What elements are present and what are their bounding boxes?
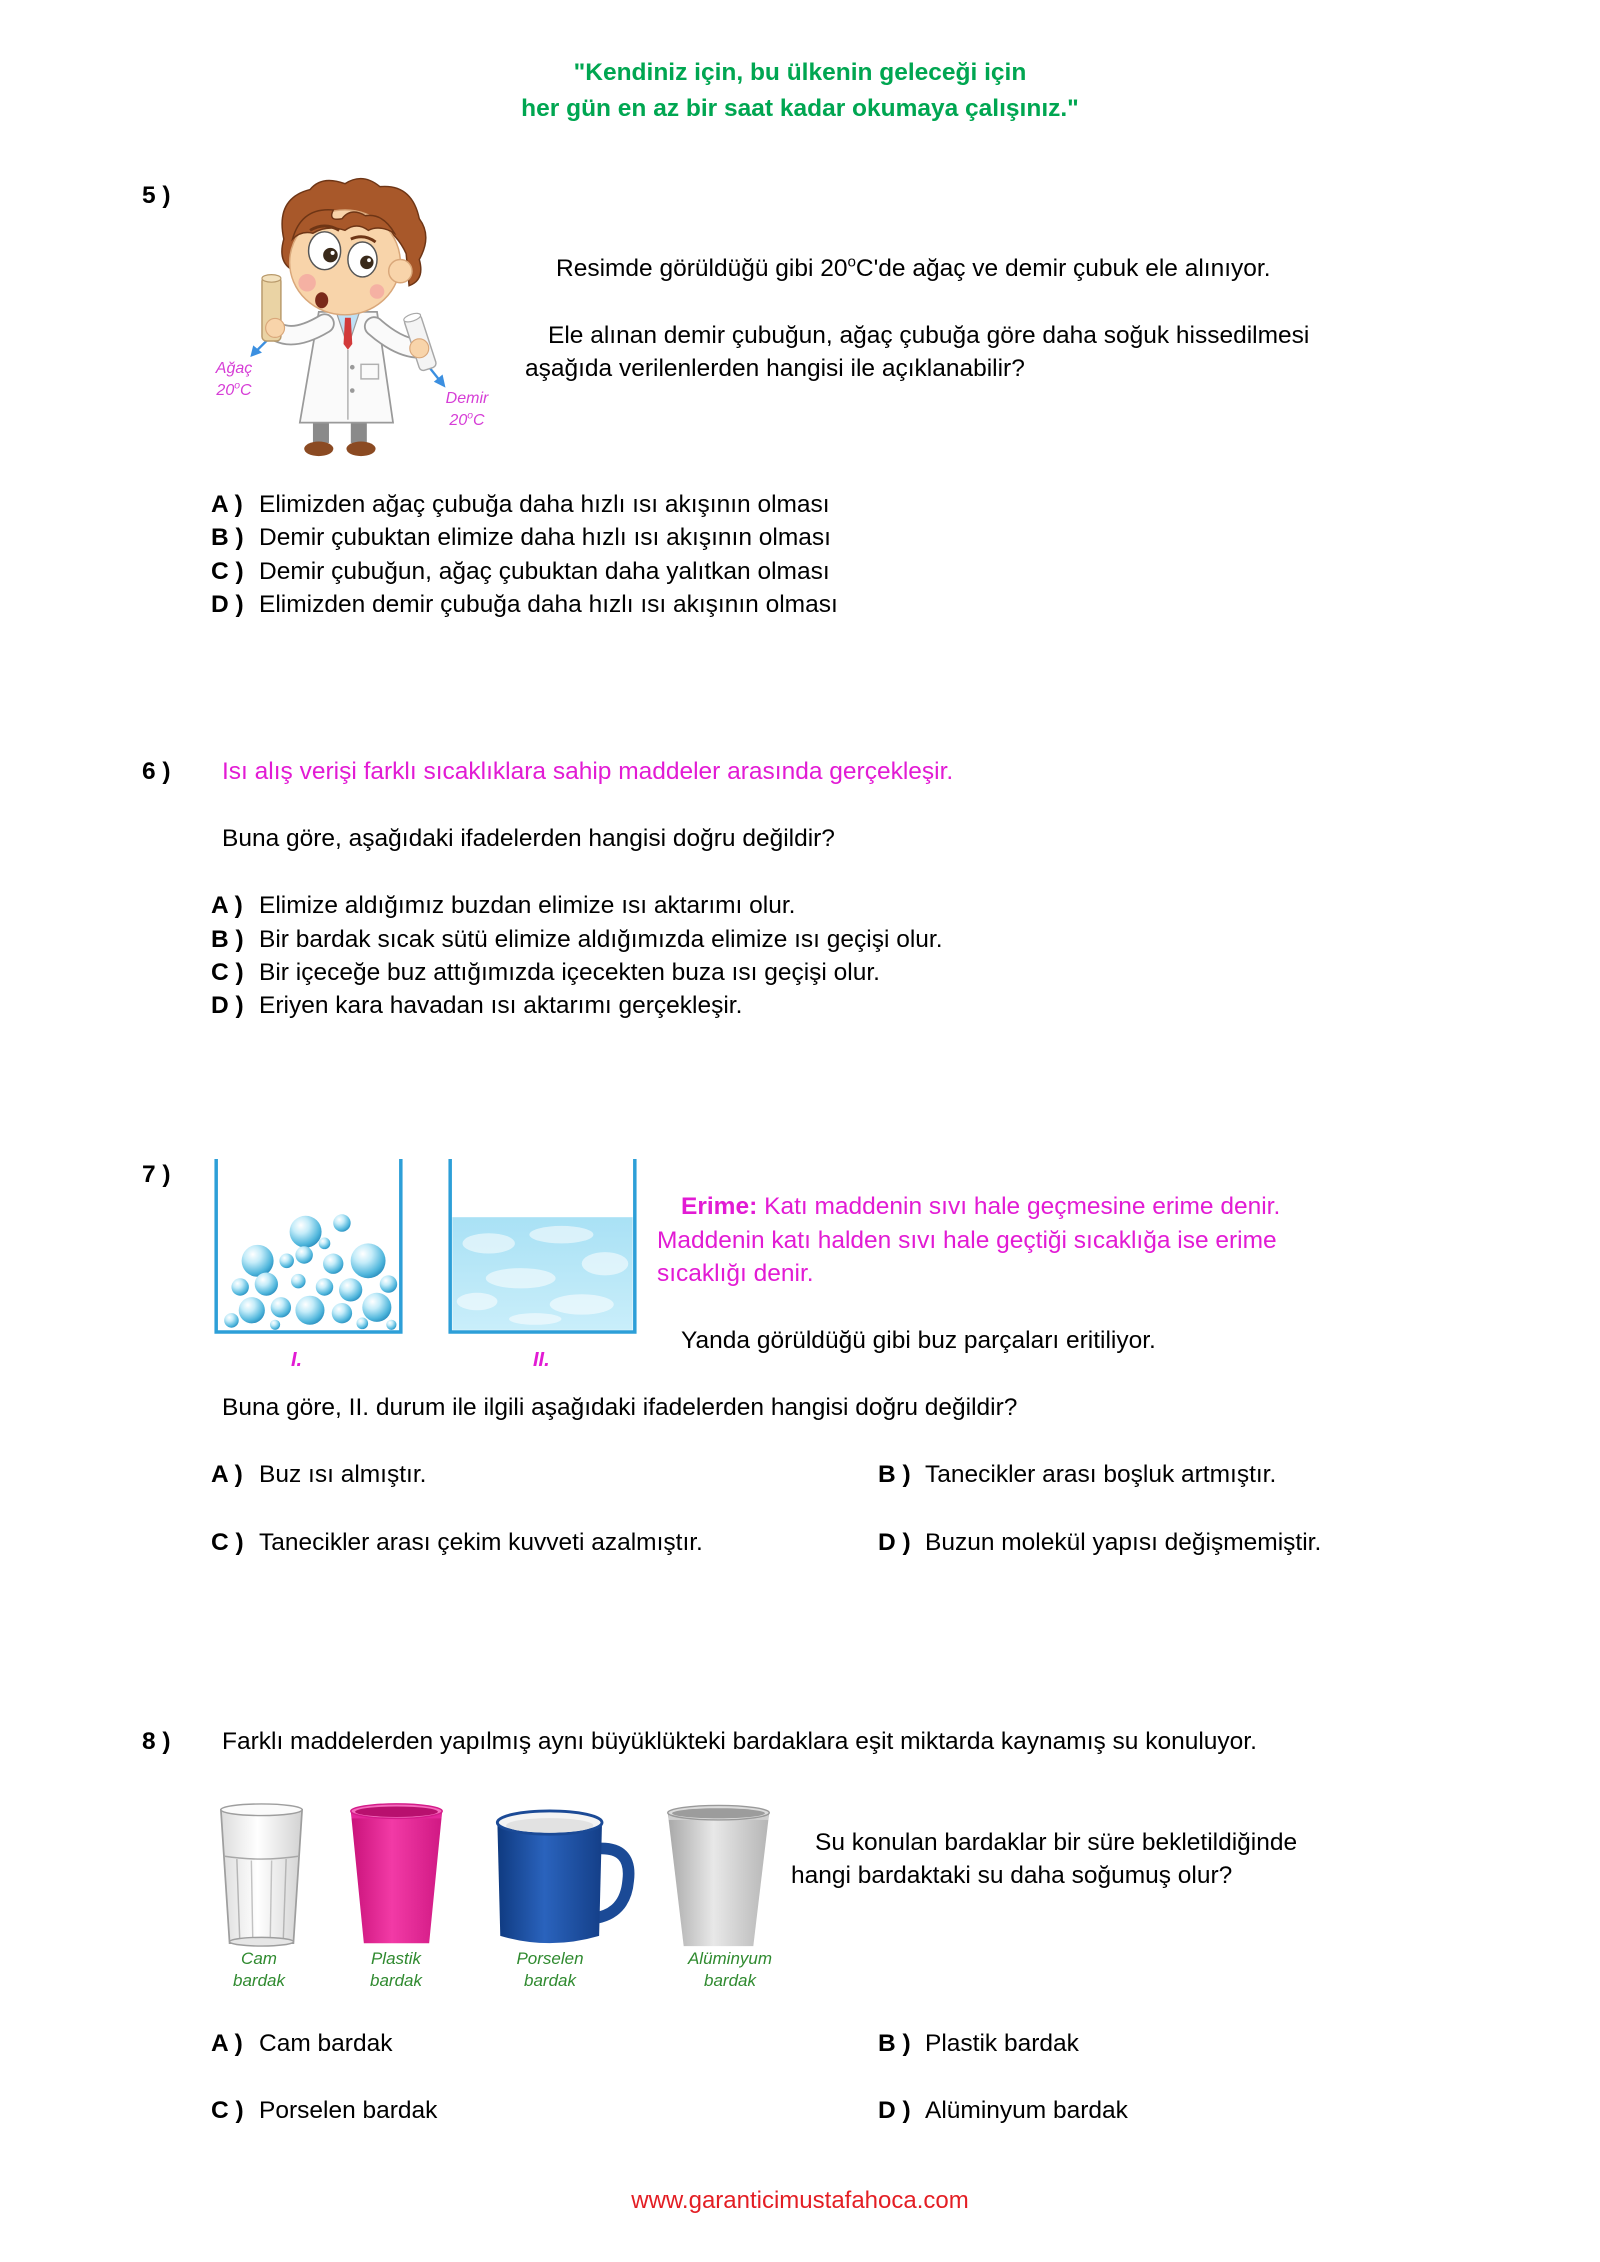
ice-piece [339, 1278, 362, 1301]
melting-definition-line-1: Erime: Katı maddenin sıvı hale geçmesine erime denir. [681, 1193, 1281, 1220]
question-6-number: 6 ) [142, 758, 171, 785]
question-7-observation: Yanda görüldüğü gibi buz parçaları eritiliyor. [681, 1327, 1156, 1354]
ice-piece [316, 1278, 333, 1295]
question-6-option-d: D ) Eriyen kara havadan ısı aktarımı gerçekleşir. [211, 992, 743, 1019]
ice-piece [323, 1254, 343, 1274]
blue-porcelain-mug-icon [494, 1808, 633, 1949]
question-7-option-d: D ) Buzun molekül yapısı değişmemiştir. [878, 1529, 1322, 1556]
pink-plastic-cup-icon [349, 1801, 444, 1949]
question-7-option-b: B ) Tanecikler arası boşluk artmıştır. [878, 1461, 1277, 1488]
question-5-option-b: B ) Demir çubuktan elimize daha hızlı ısı akışının olması [211, 524, 831, 551]
question-7-option-c: C ) Tanecikler arası çekim kuvveti azalmıştır. [211, 1529, 703, 1556]
question-6-text: Buna göre, aşağıdaki ifadelerden hangisi doğru değildir? [222, 825, 835, 852]
question-6-option-b: B ) Bir bardak sıcak sütü elimize aldığımızda elimize ısı geçişi olur. [211, 926, 943, 953]
ice-piece [290, 1216, 322, 1248]
question-5-statement: Resimde görüldüğü gibi 20$^o$C'de ağaç ve demir çubuk ele alınıyor. [556, 253, 1271, 282]
question-5-option-c: C ) Demir çubuğun, ağaç çubuktan daha yalıtkan olması [211, 558, 830, 585]
ice-piece [380, 1275, 397, 1292]
ice-piece [239, 1297, 265, 1323]
iron-rod-label-name: Demir [445, 390, 489, 407]
wood-rod-label-temp: 20$^o$C [216, 380, 252, 399]
question-5-text-line-1: Ele alınan demir çubuğun, ağaç çubuğa göre daha soğuk hissedilmesi [548, 322, 1310, 349]
wood-rod-label-name: Ağaç [215, 360, 253, 377]
question-8-option-d: D ) Alüminyum bardak [878, 2097, 1128, 2124]
ice-piece [224, 1313, 239, 1328]
melting-definition-line-2: Maddenin katı halden sıvı hale geçtiği sıcaklığa ise erime [657, 1227, 1277, 1254]
ice-piece [351, 1243, 386, 1278]
question-5-option-a: A ) Elimizden ağaç çubuğa daha hızlı ısı akışının olması [211, 491, 830, 518]
beaker-label-2: II. [533, 1349, 550, 1371]
question-5-option-d: D ) Elimizden demir çubuğa daha hızlı ısı akışının olması [211, 591, 838, 618]
ice-piece [255, 1272, 278, 1295]
ice-piece [295, 1246, 312, 1263]
question-6-statement: Isı alış verişi farklı sıcaklıklara sahip maddeler arasında gerçekleşir. [222, 758, 954, 785]
question-8-option-c: C ) Porselen bardak [211, 2097, 438, 2124]
ice-piece [270, 1320, 280, 1330]
cup-label-glass: Cam bardak [233, 1949, 285, 1990]
question-8-option-b: B ) Plastik bardak [878, 2030, 1079, 2057]
question-7-option-a: A ) Buz ısı almıştır. [211, 1461, 427, 1488]
ice-piece [319, 1238, 331, 1250]
header-quote-line-2: her gün en az bir saat kadar okumaya çalışınız." [521, 95, 1079, 122]
melting-definition-line-3: sıcaklığı denir. [657, 1260, 814, 1287]
ice-piece [242, 1245, 274, 1277]
beaker-ice-pieces [214, 1159, 403, 1335]
ice-piece [291, 1274, 306, 1289]
gray-aluminium-cup-icon [666, 1804, 771, 1949]
question-5-number: 5 ) [142, 182, 171, 209]
question-7-text: Buna göre, II. durum ile ilgili aşağıdaki ifadelerden hangisi doğru değildir? [222, 1394, 1018, 1421]
header-quote-line-1: "Kendiniz için, bu ülkenin geleceği için [573, 59, 1027, 86]
ice-piece [279, 1254, 294, 1269]
question-6-option-a: A ) Elimize aldığımız buzdan elimize ısı aktarımı olur. [211, 892, 796, 919]
cup-label-plastic: Plastik bardak [370, 1949, 422, 1990]
beaker-water [448, 1159, 637, 1335]
iron-rod-label [437, 388, 497, 432]
glass-cup-icon [218, 1801, 305, 1949]
question-5-text-line-2: aşağıda verilenlerden hangisi ile açıklanabilir? [525, 355, 1025, 382]
ice-piece [332, 1303, 352, 1323]
question-8-text-line-1: Su konulan bardaklar bir süre bekletildiğinde [815, 1829, 1298, 1856]
ice-piece [295, 1296, 324, 1325]
arrow-icon [428, 366, 445, 388]
ice-piece [356, 1318, 368, 1330]
question-8-option-a: A ) Cam bardak [211, 2030, 393, 2057]
beaker-label-1: I. [291, 1349, 303, 1371]
question-8-number: 8 ) [142, 1728, 171, 1755]
question-8-statement: Farklı maddelerden yapılmış aynı büyüklükteki bardaklara eşit miktarda kaynamış su konuluyor. [222, 1728, 1257, 1755]
cup-label-aluminium: Alüminyum bardak [687, 1949, 773, 1990]
ice-piece [386, 1320, 396, 1330]
wood-rod-label [204, 358, 264, 402]
ice-piece [333, 1214, 350, 1231]
question-7-number: 7 ) [142, 1161, 171, 1188]
question-6-option-c: C ) Bir içeceğe buz attığımızda içecekten buza ısı geçişi olur. [211, 959, 880, 986]
footer-website-link[interactable]: www.garanticimustafahoca.com [631, 2187, 969, 2214]
ice-piece [362, 1293, 391, 1322]
iron-rod-label-temp: 20$^o$C [449, 410, 485, 429]
melting-term: Erime: [681, 1193, 758, 1220]
cup-label-porcelain: Porselen bardak [516, 1949, 584, 1990]
ice-piece [231, 1278, 248, 1295]
question-8-text-line-2: hangi bardaktaki su daha soğumuş olur? [791, 1862, 1233, 1889]
ice-piece [271, 1297, 291, 1317]
